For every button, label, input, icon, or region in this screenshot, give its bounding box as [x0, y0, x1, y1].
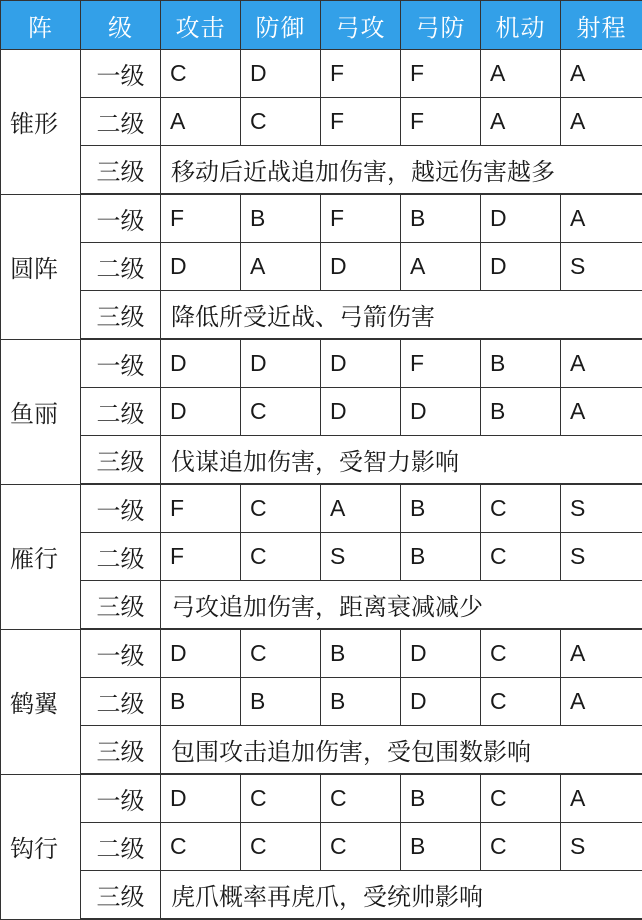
grade-bow-defense: D: [401, 388, 481, 436]
table-row: [1, 339, 642, 388]
header-defense: 防御: [241, 1, 321, 50]
grade-mobility: C: [481, 533, 561, 581]
grade-mobility: C: [481, 823, 561, 871]
table-row: [1, 436, 642, 485]
table-row: [1, 774, 642, 823]
grade-defense: C: [241, 823, 321, 871]
level-label: 二级: [81, 533, 161, 581]
level-label: 三级: [81, 291, 161, 340]
table-row: [1, 726, 642, 775]
grade-attack: B: [161, 678, 241, 726]
grade-defense: D: [241, 339, 321, 388]
level-label: 三级: [81, 436, 161, 485]
grade-attack: D: [161, 339, 241, 388]
grade-attack: D: [161, 243, 241, 291]
header-formation: 阵: [1, 1, 81, 50]
header-bow-attack: 弓攻: [321, 1, 401, 50]
grade-bow-defense: F: [401, 50, 481, 98]
grade-range: S: [561, 243, 642, 291]
table-row: [1, 291, 642, 340]
table-row: [1, 388, 642, 436]
grade-attack: A: [161, 98, 241, 146]
formation-name: 钩行: [1, 774, 81, 919]
grade-bow-attack: B: [321, 678, 401, 726]
level-label: 三级: [81, 581, 161, 630]
grade-defense: C: [241, 98, 321, 146]
table-row: [1, 194, 642, 243]
level-label: 二级: [81, 243, 161, 291]
grade-mobility: A: [481, 98, 561, 146]
grade-defense: C: [241, 484, 321, 533]
header-bow-defense: 弓防: [401, 1, 481, 50]
grade-range: S: [561, 484, 642, 533]
grade-range: A: [561, 774, 642, 823]
grade-range: A: [561, 629, 642, 678]
grade-range: S: [561, 823, 642, 871]
grade-attack: C: [161, 50, 241, 98]
table-row: [1, 581, 642, 630]
grade-range: A: [561, 98, 642, 146]
grade-range: A: [561, 339, 642, 388]
grade-mobility: B: [481, 388, 561, 436]
grade-attack: F: [161, 533, 241, 581]
level-label: 一级: [81, 339, 161, 388]
level-label: 一级: [81, 774, 161, 823]
grade-defense: C: [241, 629, 321, 678]
grade-mobility: D: [481, 243, 561, 291]
level3-effect: 包围攻击追加伤害，受包围数影响: [161, 726, 642, 775]
table-row: [1, 484, 642, 533]
grade-mobility: C: [481, 629, 561, 678]
formation-name: 雁行: [1, 484, 81, 629]
table-row: [1, 678, 642, 726]
level-label: 二级: [81, 98, 161, 146]
table-row: [1, 533, 642, 581]
grade-attack: F: [161, 194, 241, 243]
grade-range: S: [561, 533, 642, 581]
formation-name: 鱼丽: [1, 339, 81, 484]
grade-defense: C: [241, 533, 321, 581]
header-level: 级: [81, 1, 161, 50]
grade-attack: F: [161, 484, 241, 533]
table-row: [1, 243, 642, 291]
table-body: [1, 50, 642, 920]
level3-effect: 弓攻追加伤害，距离衰减减少: [161, 581, 642, 630]
level-label: 二级: [81, 388, 161, 436]
level-label: 三级: [81, 146, 161, 195]
grade-bow-defense: B: [401, 774, 481, 823]
grade-mobility: D: [481, 194, 561, 243]
grade-defense: C: [241, 774, 321, 823]
grade-defense: C: [241, 388, 321, 436]
grade-bow-defense: B: [401, 533, 481, 581]
header-row: [1, 1, 642, 50]
grade-attack: D: [161, 629, 241, 678]
grade-bow-defense: B: [401, 823, 481, 871]
grade-mobility: C: [481, 774, 561, 823]
grade-bow-attack: F: [321, 98, 401, 146]
table-row: [1, 50, 642, 98]
grade-bow-attack: D: [321, 339, 401, 388]
formation-name: 鹤翼: [1, 629, 81, 774]
table-row: [1, 823, 642, 871]
grade-bow-defense: B: [401, 484, 481, 533]
grade-mobility: B: [481, 339, 561, 388]
level-label: 二级: [81, 823, 161, 871]
level3-effect: 移动后近战追加伤害，越远伤害越多: [161, 146, 642, 195]
grade-bow-attack: F: [321, 50, 401, 98]
grade-bow-attack: S: [321, 533, 401, 581]
grade-range: A: [561, 194, 642, 243]
table-row: [1, 146, 642, 195]
formation-name: 锥形: [1, 50, 81, 195]
grade-bow-defense: A: [401, 243, 481, 291]
grade-defense: B: [241, 194, 321, 243]
grade-bow-attack: A: [321, 484, 401, 533]
table-row: [1, 629, 642, 678]
grade-attack: D: [161, 388, 241, 436]
table-row: [1, 98, 642, 146]
grade-bow-attack: C: [321, 774, 401, 823]
grade-bow-attack: C: [321, 823, 401, 871]
grade-mobility: A: [481, 50, 561, 98]
level-label: 三级: [81, 871, 161, 920]
level-label: 一级: [81, 194, 161, 243]
grade-bow-attack: B: [321, 629, 401, 678]
level-label: 三级: [81, 726, 161, 775]
level-label: 一级: [81, 50, 161, 98]
grade-bow-defense: F: [401, 98, 481, 146]
header-mobility: 机动: [481, 1, 561, 50]
grade-mobility: C: [481, 678, 561, 726]
level3-effect: 降低所受近战、弓箭伤害: [161, 291, 642, 340]
table-row: [1, 871, 642, 920]
grade-bow-defense: D: [401, 629, 481, 678]
level3-effect: 伐谋追加伤害，受智力影响: [161, 436, 642, 485]
level-label: 一级: [81, 484, 161, 533]
grade-mobility: C: [481, 484, 561, 533]
grade-attack: C: [161, 823, 241, 871]
header-range: 射程: [561, 1, 642, 50]
formation-name: 圆阵: [1, 194, 81, 339]
level-label: 二级: [81, 678, 161, 726]
grade-range: A: [561, 388, 642, 436]
grade-bow-attack: D: [321, 388, 401, 436]
grade-attack: D: [161, 774, 241, 823]
level3-effect: 虎爪概率再虎爪，受统帅影响: [161, 871, 642, 920]
grade-range: A: [561, 50, 642, 98]
grade-bow-defense: B: [401, 194, 481, 243]
level-label: 一级: [81, 629, 161, 678]
grade-defense: B: [241, 678, 321, 726]
grade-range: A: [561, 678, 642, 726]
grade-bow-attack: F: [321, 194, 401, 243]
header-attack: 攻击: [161, 1, 241, 50]
grade-bow-attack: D: [321, 243, 401, 291]
grade-bow-defense: F: [401, 339, 481, 388]
grade-defense: A: [241, 243, 321, 291]
grade-defense: D: [241, 50, 321, 98]
grade-bow-defense: D: [401, 678, 481, 726]
